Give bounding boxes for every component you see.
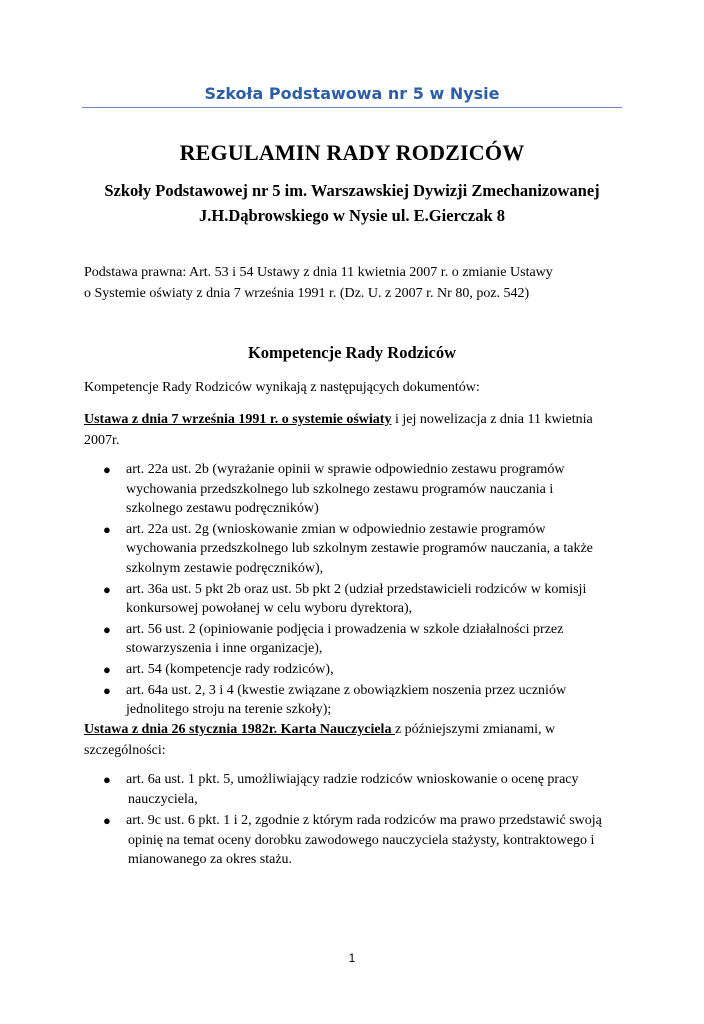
page-number: 1: [348, 951, 356, 965]
section-heading: Kompetencje Rady Rodziców: [247, 343, 457, 362]
list-item-continuation: opinię na temat oceny dorobku zawodowego nauczyciela stażysty, kontraktowego i mianowanego za okres stażu.: [128, 832, 595, 868]
act1-rest: i jej nowelizacja z dnia 11 kwietnia 2007r.: [84, 412, 593, 448]
list-item: [0, 520, 606, 579]
list-item-text: art. 36a ust. 5 pkt 2b oraz ust. 5b pkt 2 (udział przedstawicieli rodziców w komisji konkursowej powołanej w celu wyboru dyrektora),: [126, 581, 587, 617]
act1-list: [0, 460, 704, 720]
act1-paragraph: [84, 409, 624, 451]
subtitle-line-1: Szkoły Podstawowej nr 5 im. Warszawskiej Dywizji Zmechanizowanej: [104, 181, 600, 200]
act2-title: Ustawa z dnia 26 stycznia 1982r. Karta Nauczyciela: [84, 722, 395, 737]
list-item: [0, 681, 606, 720]
list-item-text: art. 54 (kompetencje rady rodziców),: [126, 661, 334, 677]
legal-basis: [84, 262, 644, 304]
list-item-text: art. 56 ust. 2 (opiniowanie podjęcia i prowadzenia w szkole działalności przez stowarzyszenia i inne organizacje),: [126, 621, 564, 657]
act2-rest: z późniejszymi zmianami, w szczególności:: [84, 722, 556, 758]
act1-title: Ustawa z dnia 7 września 1991 r. o systemie oświaty: [84, 412, 392, 427]
list-item-text: art. 6a ust. 1 pkt. 5, umożliwiający radzie rodziców wnioskowanie o ocenę pracy: [126, 772, 579, 787]
bullet-icon: ●: [103, 581, 111, 597]
document-title: REGULAMIN RADY RODZICÓW: [179, 140, 525, 165]
list-item: [0, 770, 612, 809]
list-item: [0, 811, 612, 870]
bullet-icon: ●: [103, 772, 111, 787]
list-item: [0, 460, 606, 519]
list-item-text: art. 9c ust. 6 pkt. 1 i 2, zgodnie z którym rada rodziców ma prawo przedstawić swoją: [126, 813, 602, 829]
list-item-text: art. 22a ust. 2g (wnioskowanie zmian w odpowiednio zestawie programów wychowania przedszkolnego lub szkolnym zestawie programów nauczania, a także szkolnym zestawie podręczników),: [126, 521, 593, 576]
list-item-continuation: nauczyciela,: [128, 791, 198, 807]
list-item: [0, 660, 606, 680]
list-item: [0, 580, 606, 619]
list-item: [0, 620, 606, 659]
subtitle-line-2: J.H.Dąbrowskiego w Nysie ul. E.Gierczak 8: [198, 206, 505, 225]
act2-list: [0, 770, 704, 870]
header-school-name: Szkoła Podstawowa nr 5 w Nysie: [204, 84, 500, 103]
bullet-icon: ●: [103, 682, 111, 698]
act2-paragraph: [84, 719, 624, 761]
bullet-icon: ●: [103, 661, 111, 677]
bullet-icon: ●: [103, 521, 111, 537]
list-item-text: art. 22a ust. 2b (wyrażanie opinii w sprawie odpowiednio zestawu programów wychowania przedszkolnego lub szkolnego zestawu programów nauczania i szkolnego zestawu podręczników): [126, 462, 565, 517]
document-subtitle: [0, 178, 704, 228]
bullet-icon: ●: [103, 462, 111, 477]
list-item-text: art. 64a ust. 2, 3 i 4 (kwestie związane z obowiązkiem noszenia przez uczniów jednolitego stroju na terenie szkoły);: [126, 682, 567, 718]
legal-basis-line-1: Podstawa prawna: Art. 53 i 54 Ustawy z dnia 11 kwietnia 2007 r. o zmianie Ustawy: [84, 265, 553, 280]
intro-paragraph: Kompetencje Rady Rodziców wynikają z następujących dokumentów:: [84, 380, 480, 395]
legal-basis-line-2: o Systemie oświaty z dnia 7 września 1991 r. (Dz. U. z 2007 r. Nr 80, poz. 542): [84, 286, 530, 301]
bullet-icon: ●: [103, 813, 111, 829]
bullet-icon: ●: [103, 621, 111, 637]
header-divider: [82, 107, 622, 108]
